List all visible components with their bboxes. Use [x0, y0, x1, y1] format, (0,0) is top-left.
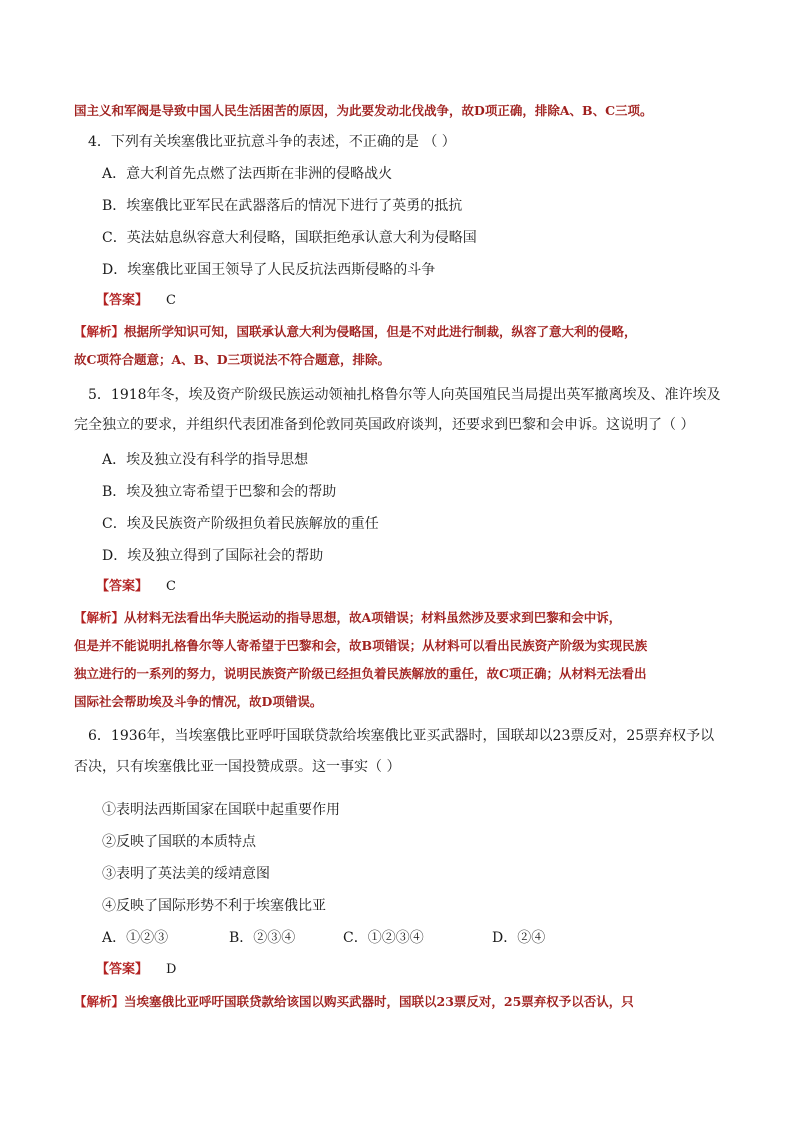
q5-option-a: A．埃及独立没有科学的指导思想 — [102, 452, 309, 468]
q5-explanation-line-4: 国际社会帮助埃及斗争的情况，故D项错误。 — [74, 694, 323, 709]
explanation-tag: 【解析】 — [74, 994, 125, 1009]
q4-answer-value: C — [166, 293, 176, 308]
q6-options-row — [102, 928, 702, 948]
explanation-tag: 【解析】 — [74, 610, 125, 625]
q5-option-d: D．埃及独立得到了国际社会的帮助 — [102, 548, 324, 564]
q5-option-b: B．埃及独立寄希望于巴黎和会的帮助 — [102, 484, 337, 500]
q5-stem-line-2: 完全独立的要求，并组织代表团准备到伦敦同英国政府谈判，还要求到巴黎和会申诉。这说明了（ ） — [74, 417, 695, 433]
q4-answer — [96, 291, 176, 311]
q6-statement-2: ②反映了国联的本质特点 — [102, 834, 256, 850]
q5-stem-line-1: 5．1918年冬，埃及资产阶级民族运动领袖扎格鲁尔等人向英国殖民当局提出英军撤离埃及、准许埃及 — [88, 387, 721, 403]
q6-option-a: A．①②③ — [102, 930, 169, 946]
previous-explanation-line: 国主义和军阀是导致中国人民生活困苦的原因，为此要发动北伐战争，故D项正确，排除A、B、C三项。 — [74, 103, 653, 118]
q4-explanation-line-2: 故C项符合题意；A、B、D三项说法不符合题意，排除。 — [74, 352, 391, 367]
q5-explanation-line-3: 独立进行的一系列的努力，说明民族资产阶级已经担负着民族解放的重任，故C项正确；从材料无法看出 — [74, 666, 647, 681]
q4-option-c: C．英法姑息纵容意大利侵略，国联拒绝承认意大利为侵略国 — [102, 230, 477, 246]
explanation-tag: 【解析】 — [74, 324, 125, 339]
q6-stem-line-2: 否决，只有埃塞俄比亚一国投赞成票。这一事实（ ） — [74, 759, 401, 775]
q5-explanation-line-1: 【解析】从材料无法看出华夫脱运动的指导思想，故A项错误；材料虽然涉及要求到巴黎和会中诉， — [74, 610, 622, 625]
q5-explanation-line-2: 但是并不能说明扎格鲁尔等人寄希望于巴黎和会，故B项错误；从材料可以看出民族资产阶级为实现民族 — [74, 638, 648, 653]
answer-tag: 【答案】 — [96, 962, 149, 977]
q4-stem: 4．下列有关埃塞俄比亚抗意斗争的表述，不正确的是 （ ） — [88, 134, 456, 150]
q6-explanation-line-1: 【解析】当埃塞俄比亚呼吁国联贷款给该国以购买武器时，国联以23票反对，25票弃权予以否认，只 — [74, 994, 634, 1009]
q6-statement-3: ③表明了英法美的绥靖意图 — [102, 866, 270, 882]
q6-answer-value: D — [166, 962, 177, 977]
q6-answer — [96, 960, 176, 980]
q4-option-a: A．意大利首先点燃了法西斯在非洲的侵略战火 — [102, 166, 393, 182]
q5-option-c: C．埃及民族资产阶级担负着民族解放的重任 — [102, 516, 379, 532]
q6-statement-4: ④反映了国际形势不利于埃塞俄比亚 — [102, 898, 326, 914]
q6-option-c: C．①②③④ — [343, 930, 424, 946]
q4-option-d: D．埃塞俄比亚国王领导了人民反抗法西斯侵略的斗争 — [102, 262, 436, 278]
q6-option-b: B．②③④ — [229, 930, 296, 946]
q4-option-b: B．埃塞俄比亚军民在武器落后的情况下进行了英勇的抵抗 — [102, 198, 463, 214]
q6-statement-1: ①表明法西斯国家在国联中起重要作用 — [102, 802, 340, 818]
answer-tag: 【答案】 — [96, 293, 149, 308]
answer-tag: 【答案】 — [96, 579, 149, 594]
q5-answer — [96, 577, 176, 597]
q6-stem-line-1: 6．1936年，当埃塞俄比亚呼吁国联贷款给埃塞俄比亚买武器时，国联却以23票反对，25票弃权予以 — [88, 728, 715, 744]
q4-explanation-line-1: 【解析】根据所学知识可知，国联承认意大利为侵略国，但是不对此进行制裁，纵容了意大利的侵略， — [74, 324, 637, 339]
q6-option-d: D．②④ — [492, 930, 546, 946]
q5-answer-value: C — [166, 579, 176, 594]
